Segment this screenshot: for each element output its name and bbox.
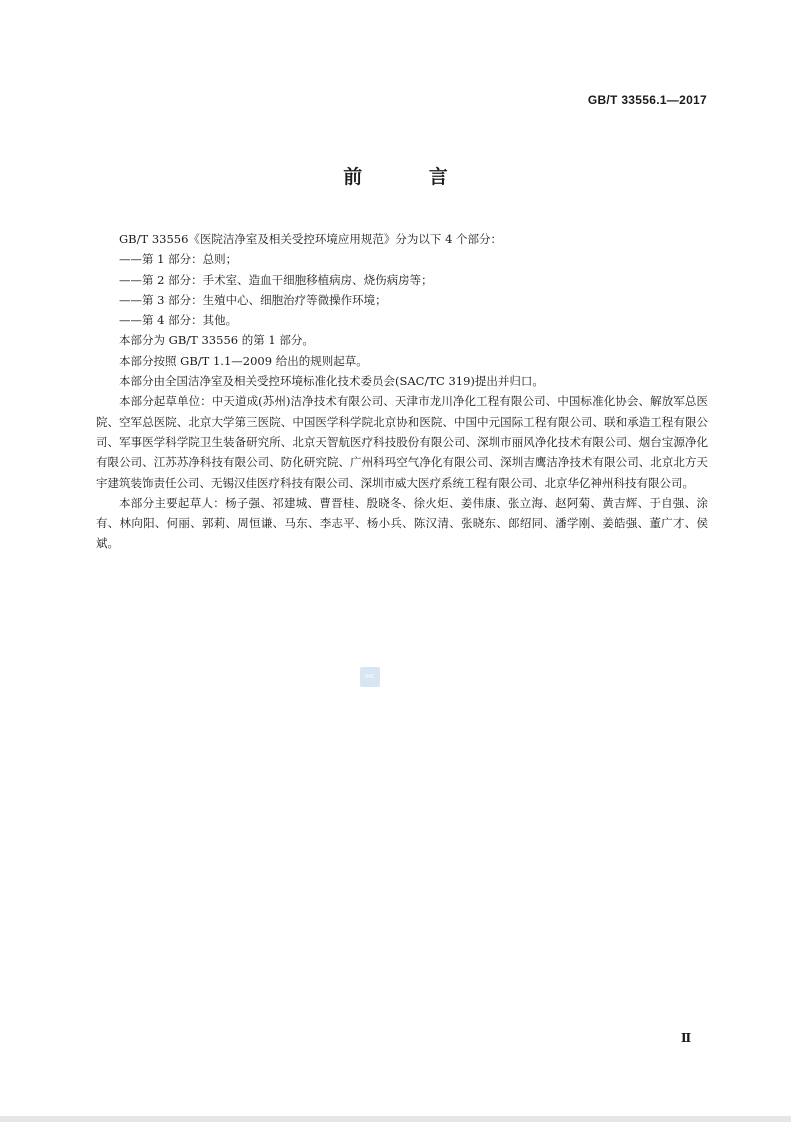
part-statement-paragraph: 本部分为 GB/T 33556 的第 1 部分。 — [119, 333, 314, 348]
watermark-logo: SAC — [360, 667, 380, 687]
drafters-paragraph: 本部分主要起草人：杨子强、祁建城、曹晋桂、殷晓冬、徐火炬、姜伟康、张立海、赵阿菊、黄吉辉、于自强、涂有、林向阳、何丽、郭莉、周恒谦、马东、李志平、杨小兵、陈汉清、张晓东、郎绍同、潘学刚、姜皓强、董广才、侯斌。 — [96, 495, 708, 551]
viewer-bottom-edge — [0, 1116, 791, 1122]
list-item-part-1: ——第 1 部分：总则； — [119, 252, 238, 267]
standard-number: GB/T 33556.1—2017 — [587, 93, 707, 107]
page-number: Ⅱ — [681, 1031, 692, 1045]
intro-paragraph: GB/T 33556《医院洁净室及相关受控环境应用规范》分为以下 4 个部分： — [119, 232, 503, 246]
list-item-part-3: ——第 3 部分：生殖中心、细胞治疗等微操作环境； — [119, 292, 387, 307]
section-title: 前 言 — [343, 166, 478, 188]
drafting-units-paragraph: 本部分起草单位：中天道成(苏州)洁净技术有限公司、天津市龙川净化工程有限公司、中国标准化协会、解放军总医院、空军总医院、北京大学第三医院、中国医学科学院北京协和医院、中国中元国际工程有限公司、联和承造工程有限公司、军事医学科学院卫生装备研究所、北京天智航医疗科技股份有限公司、深圳市丽风净化技术有限公司、烟台宝源净化有限公司、江苏苏净科技有限公司、防化研究院、广州科玛空气净化有限公司、深圳吉鹰洁净技术有限公司、北京北方天宇建筑装饰责任公司、无锡汉佳医疗科技有限公司、深圳市威大医疗系统工程有限公司、北京华亿神州科技有限公司。 — [96, 394, 708, 490]
list-item-part-2: ——第 2 部分：手术室、造血干细胞移植病房、烧伤病房等； — [119, 272, 433, 287]
drafting-rules-paragraph: 本部分按照 GB/T 1.1—2009 给出的规则起草。 — [119, 353, 368, 368]
list-item-part-4: ——第 4 部分：其他。 — [119, 313, 238, 328]
foreword-body — [96, 229, 708, 554]
proposer-paragraph: 本部分由全国洁净室及相关受控环境标准化技术委员会(SAC/TC 319)提出并归口。 — [119, 374, 544, 389]
